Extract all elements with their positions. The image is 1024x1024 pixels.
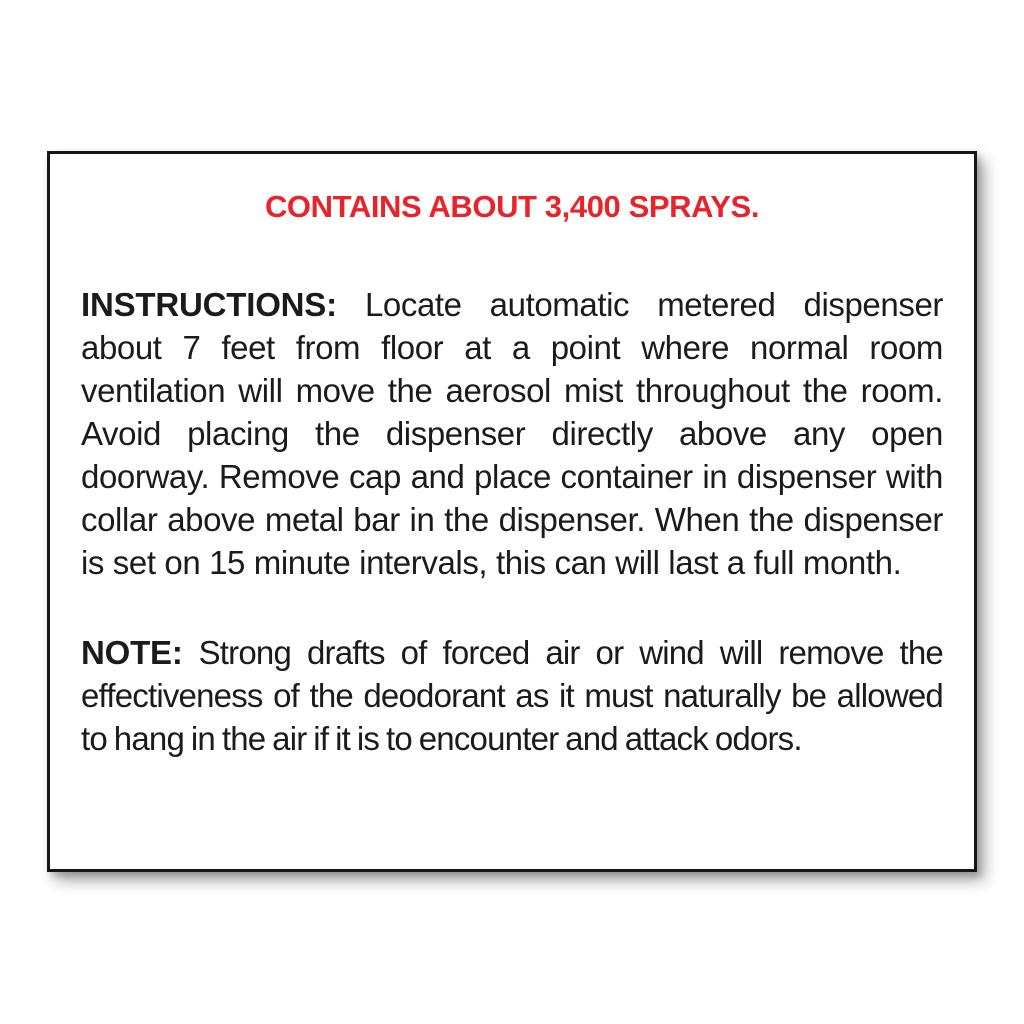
sprays-count-heading: CONTAINS ABOUT 3,400 SPRAYS. xyxy=(264,189,760,224)
instruction-label-card xyxy=(47,151,977,872)
instructions-lead-label: INSTRUCTIONS: xyxy=(81,286,337,324)
note-body-text: Strong drafts of forced air or wind will remove the effectiveness of the deodorant as it must naturally be allowed to hang in the air if it is to encounter and attack odors. xyxy=(81,634,943,758)
instructions-paragraph xyxy=(81,283,943,584)
instructions-body-text: Locate automatic metered dispenser about 7 feet from floor at a point where normal room ventilation will move the aerosol mist throughout the room. Avoid placing the dispenser directly above any open doorway. Remove cap and place container in dispenser with collar above metal bar in the dispenser. When the dispenser is set on 15 minute intervals, this can will last a full month. xyxy=(81,286,943,582)
note-paragraph xyxy=(81,631,943,760)
note-lead-label: NOTE: xyxy=(81,634,183,672)
